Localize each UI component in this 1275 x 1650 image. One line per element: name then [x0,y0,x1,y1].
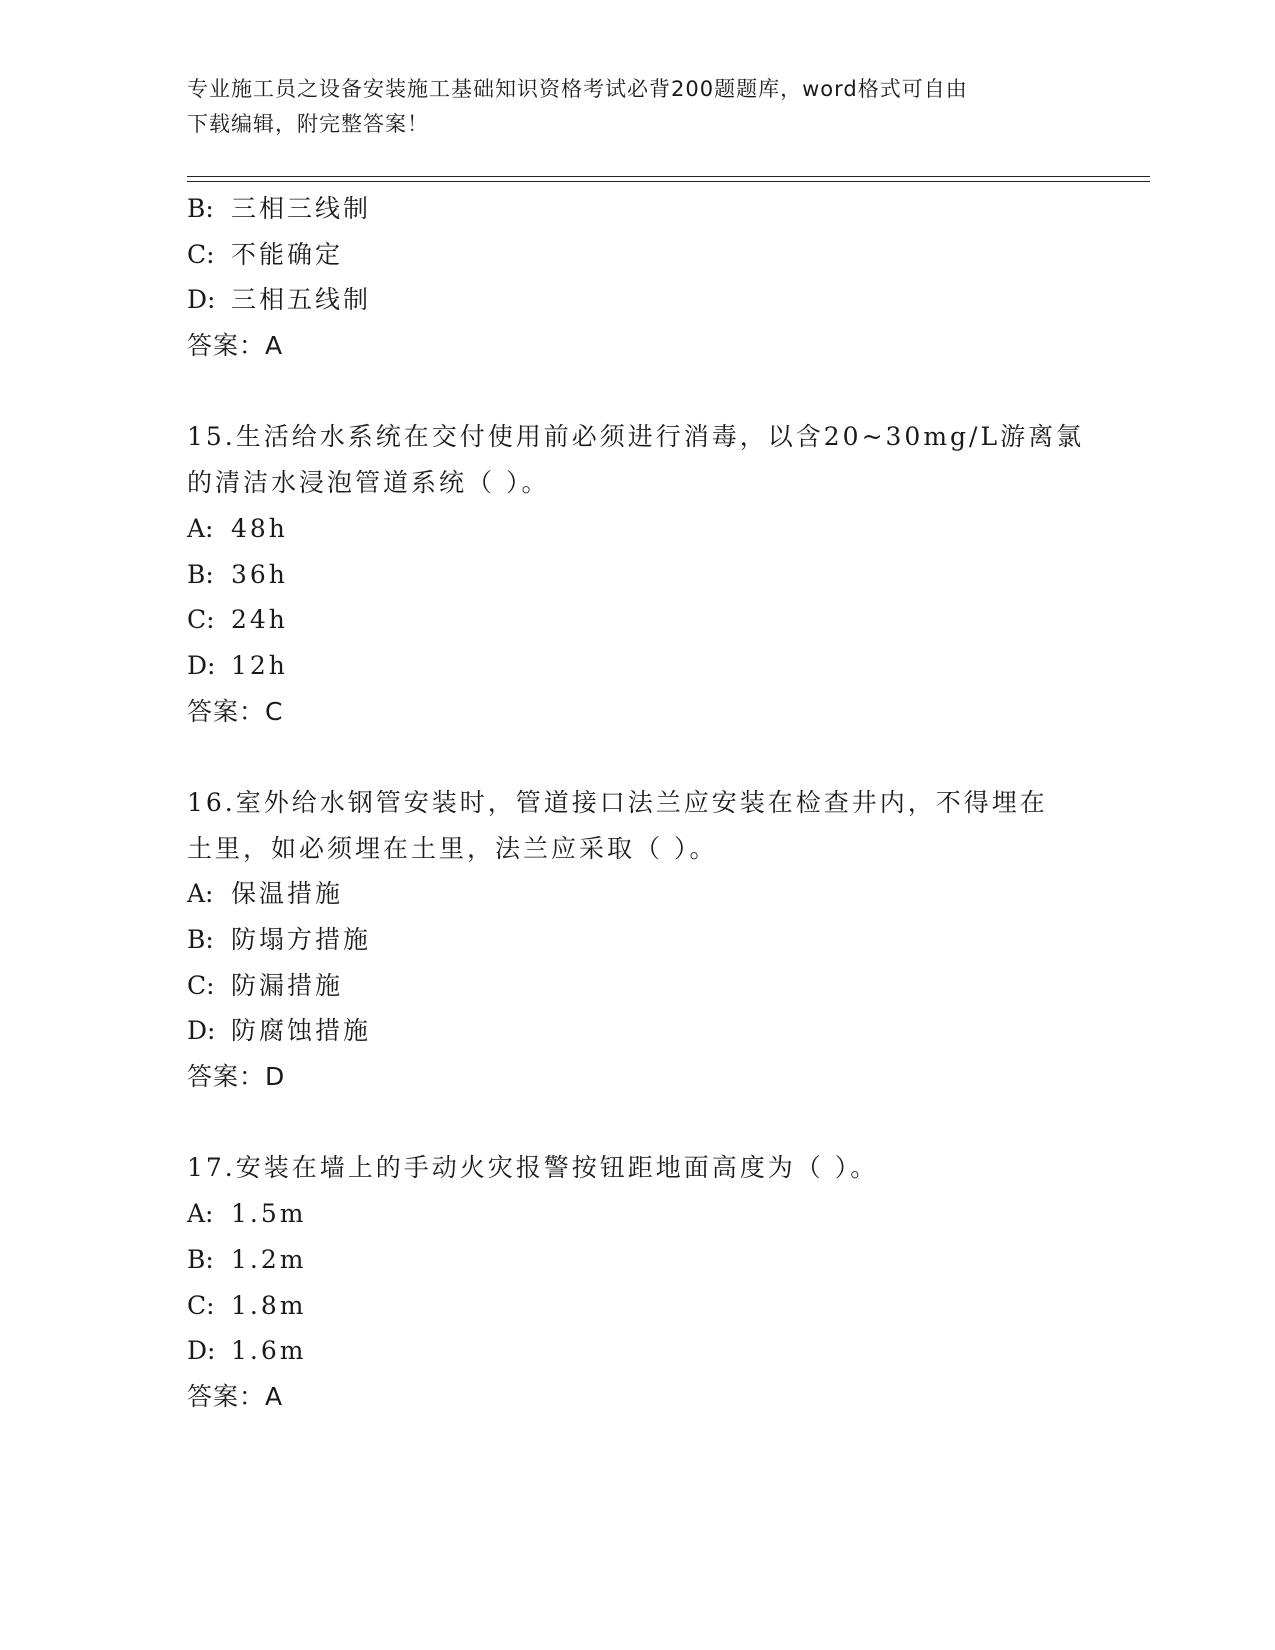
option-text: 36h [231,559,288,589]
header-rule-bottom [187,181,1150,182]
option-b [187,186,1087,232]
option-text: 1.2m [231,1244,307,1274]
question-15 [187,414,1087,734]
answer-line: 答案：A [187,331,284,361]
option-key: C: [187,1290,215,1320]
answer-line: 答案：A [187,1381,284,1411]
question-text-line: 15.生活给水系统在交付使用前必须进行消毒，以含20~30mg/L游离氯 [187,422,1085,452]
option-d [187,1008,1087,1054]
question-17 [187,1145,1087,1419]
option-text: 1.5m [231,1199,307,1229]
option-key: A: [187,1199,214,1229]
question-text-line: 17.安装在墙上的手动火灾报警按钮距地面高度为（ ）。 [187,1153,879,1183]
header-line-1: 专业施工员之设备安装施工基础知识资格考试必背200题题库，word格式可自由 [187,77,968,101]
option-text: 不能确定 [231,239,344,269]
question-content [187,186,1087,1420]
option-text: 防腐蚀措施 [231,1016,372,1046]
document-header [187,72,1087,142]
option-key: C: [187,239,215,269]
question-text-line: 土里，如必须埋在土里，法兰应采取（ ）。 [187,833,718,863]
option-c [187,232,1087,278]
option-key: A: [187,513,214,543]
question-text-line: 的清洁水浸泡管道系统（ ）。 [187,468,550,498]
option-text: 三相三线制 [231,194,372,223]
answer-line: 答案：D [187,1062,286,1092]
option-d [187,277,1087,323]
option-text: 1.8m [231,1290,307,1320]
option-text: 1.6m [231,1336,307,1366]
option-text: 24h [231,605,288,635]
header-rule-top [187,176,1150,177]
option-key: A: [187,879,214,909]
option-d [187,1328,1087,1374]
option-text: 12h [231,650,288,680]
option-c [187,963,1087,1009]
option-text: 防塌方措施 [231,925,372,954]
question-text-line: 16.室外给水钢管安装时，管道接口法兰应安装在检查井内，不得埋在 [187,787,1048,817]
question-fragment [187,186,1087,369]
answer-line: 答案：C [187,696,284,726]
option-b [187,1237,1087,1283]
option-text: 防漏措施 [231,970,344,1000]
option-key: B: [187,1244,214,1274]
option-a [187,506,1087,552]
option-b [187,917,1087,963]
option-c [187,1283,1087,1329]
option-key: C: [187,605,215,635]
option-key: B: [187,925,214,954]
option-key: D: [187,1016,216,1046]
option-a [187,871,1087,917]
option-c [187,597,1087,643]
option-key: D: [187,1336,216,1366]
option-key: D: [187,650,216,680]
option-key: B: [187,194,214,223]
option-a [187,1191,1087,1237]
question-16 [187,780,1087,1100]
header-line-2: 下载编辑，附完整答案！ [187,112,429,136]
option-text: 保温措施 [231,879,344,909]
option-text: 48h [231,513,288,543]
option-d [187,643,1087,689]
option-key: D: [187,285,216,315]
option-text: 三相五线制 [231,285,372,315]
option-key: C: [187,970,215,1000]
option-b [187,552,1087,598]
option-key: B: [187,559,214,589]
